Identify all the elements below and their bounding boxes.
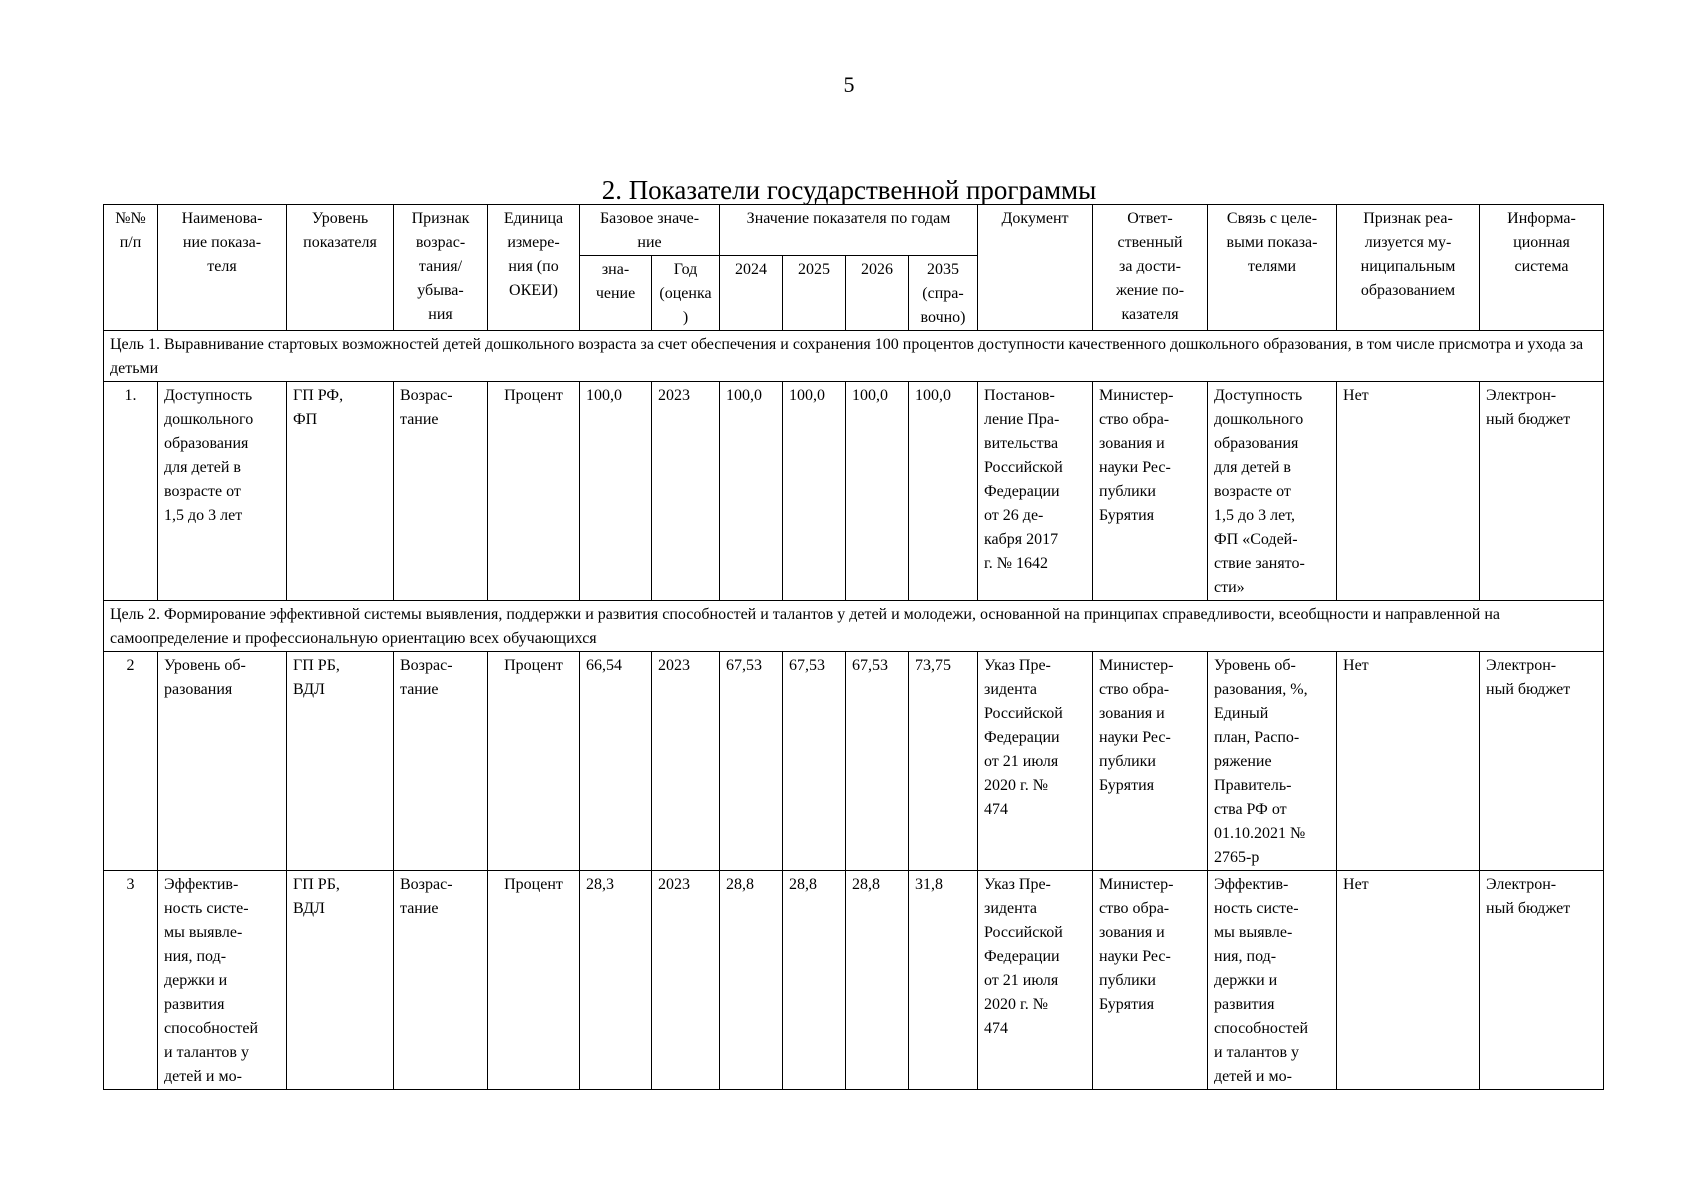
header-system: Информа- ционная система: [1480, 205, 1604, 331]
row-2024: 100,0: [720, 382, 783, 601]
row-municipal: Нет: [1337, 382, 1480, 601]
row-system: Электрон- ный бюджет: [1480, 382, 1604, 601]
header-name: Наименова- ние показа- теля: [158, 205, 287, 331]
row-2024: 28,8: [720, 871, 783, 1090]
row-trend: Возрас- тание: [394, 382, 488, 601]
row-trend: Возрас- тание: [394, 652, 488, 871]
goal-row: [104, 601, 1604, 652]
goal-text: Цель 1. Выравнивание стартовых возможностей детей дошкольного возраста за счет обеспечения и сохранения 100 процентов доступности качественного дошкольного образования, в том числе присмотра и ухода за детьми: [104, 331, 1604, 382]
row-link: Доступность дошкольного образования для детей в возрасте от 1,5 до 3 лет, ФП «Содей- ствие занято- сти»: [1208, 382, 1337, 601]
header-level: Уровень показателя: [287, 205, 394, 331]
row-system: Электрон- ный бюджет: [1480, 652, 1604, 871]
row-2025: 28,8: [783, 871, 846, 1090]
row-trend: Возрас- тание: [394, 871, 488, 1090]
row-level: ГП РФ, ФП: [287, 382, 394, 601]
header-responsible: Ответ- ственный за дости- жение по- казателя: [1093, 205, 1208, 331]
indicators-table: [103, 204, 1604, 1090]
row-base-year: 2023: [652, 652, 720, 871]
row-document: Постанов- ление Пра- вительства Российской Федерации от 26 де- кабря 2017 г. № 1642: [978, 382, 1093, 601]
header-link: Связь с целе- выми показа- телями: [1208, 205, 1337, 331]
row-responsible: Министер- ство обра- зования и науки Рес- публики Бурятия: [1093, 871, 1208, 1090]
row-2035: 73,75: [909, 652, 978, 871]
row-num: 1.: [104, 382, 158, 601]
row-2025: 100,0: [783, 382, 846, 601]
row-responsible: Министер- ство обра- зования и науки Рес- публики Бурятия: [1093, 382, 1208, 601]
indicator-row: [104, 652, 1604, 871]
row-2026: 28,8: [846, 871, 909, 1090]
row-municipal: Нет: [1337, 652, 1480, 871]
header-document: Документ: [978, 205, 1093, 331]
row-system: Электрон- ный бюджет: [1480, 871, 1604, 1090]
row-num: 2: [104, 652, 158, 871]
row-municipal: Нет: [1337, 871, 1480, 1090]
row-responsible: Министер- ство обра- зования и науки Рес- публики Бурятия: [1093, 652, 1208, 871]
row-2026: 67,53: [846, 652, 909, 871]
row-level: ГП РБ, ВДЛ: [287, 652, 394, 871]
row-base-value: 100,0: [580, 382, 652, 601]
row-base-year: 2023: [652, 382, 720, 601]
header-2026: 2026: [846, 256, 909, 331]
goal-row: [104, 331, 1604, 382]
indicator-row: [104, 871, 1604, 1090]
row-link: Эффектив- ность систе- мы выявле- ния, под- держки и развития способностей и талантов у детей и мо-: [1208, 871, 1337, 1090]
row-unit: Процент: [488, 652, 580, 871]
row-level: ГП РБ, ВДЛ: [287, 871, 394, 1090]
row-base-value: 28,3: [580, 871, 652, 1090]
row-name: Уровень об- разования: [158, 652, 287, 871]
indicator-row: [104, 382, 1604, 601]
header-years-group: Значение показателя по годам: [720, 205, 978, 256]
row-2035: 100,0: [909, 382, 978, 601]
row-link: Уровень об- разования, %, Единый план, Распо- ряжение Правитель- ства РФ от 01.10.2021 № 2765-р: [1208, 652, 1337, 871]
row-unit: Процент: [488, 871, 580, 1090]
row-name: Эффектив- ность систе- мы выявле- ния, под- держки и развития способностей и талантов у детей и мо-: [158, 871, 287, 1090]
header-2035: 2035 (спра- вочно): [909, 256, 978, 331]
row-base-value: 66,54: [580, 652, 652, 871]
row-2035: 31,8: [909, 871, 978, 1090]
header-municipal: Признак реа- лизуется му- ниципальным образованием: [1337, 205, 1480, 331]
header-base-year: Год (оценка): [652, 256, 720, 331]
header-num: №№ п/п: [104, 205, 158, 331]
header-base-value: зна- чение: [580, 256, 652, 331]
header-2025: 2025: [783, 256, 846, 331]
row-num: 3: [104, 871, 158, 1090]
row-2025: 67,53: [783, 652, 846, 871]
row-name: Доступность дошкольного образования для детей в возрасте от 1,5 до 3 лет: [158, 382, 287, 601]
row-base-year: 2023: [652, 871, 720, 1090]
page-number: 5: [843, 72, 855, 97]
goal-text: Цель 2. Формирование эффективной системы выявления, поддержки и развития способностей и талантов у детей и молодежи, основанной на принципах справедливости, всеобщности и направленной на самоопределение и профессиональную ориентацию всех обучающихся: [104, 601, 1604, 652]
header-trend: Признак возрас- тания/ убыва- ния: [394, 205, 488, 331]
header-2024: 2024: [720, 256, 783, 331]
header-row-1: [104, 205, 1604, 256]
row-unit: Процент: [488, 382, 580, 601]
row-document: Указ Пре- зидента Российской Федерации от 21 июля 2020 г. № 474: [978, 652, 1093, 871]
row-2026: 100,0: [846, 382, 909, 601]
header-unit: Единица измере- ния (по ОКЕИ): [488, 205, 580, 331]
row-document: Указ Пре- зидента Российской Федерации от 21 июля 2020 г. № 474: [978, 871, 1093, 1090]
header-base-group: Базовое значе- ние: [580, 205, 720, 256]
row-2024: 67,53: [720, 652, 783, 871]
document-title: 2. Показатели государственной программы: [601, 175, 1097, 205]
